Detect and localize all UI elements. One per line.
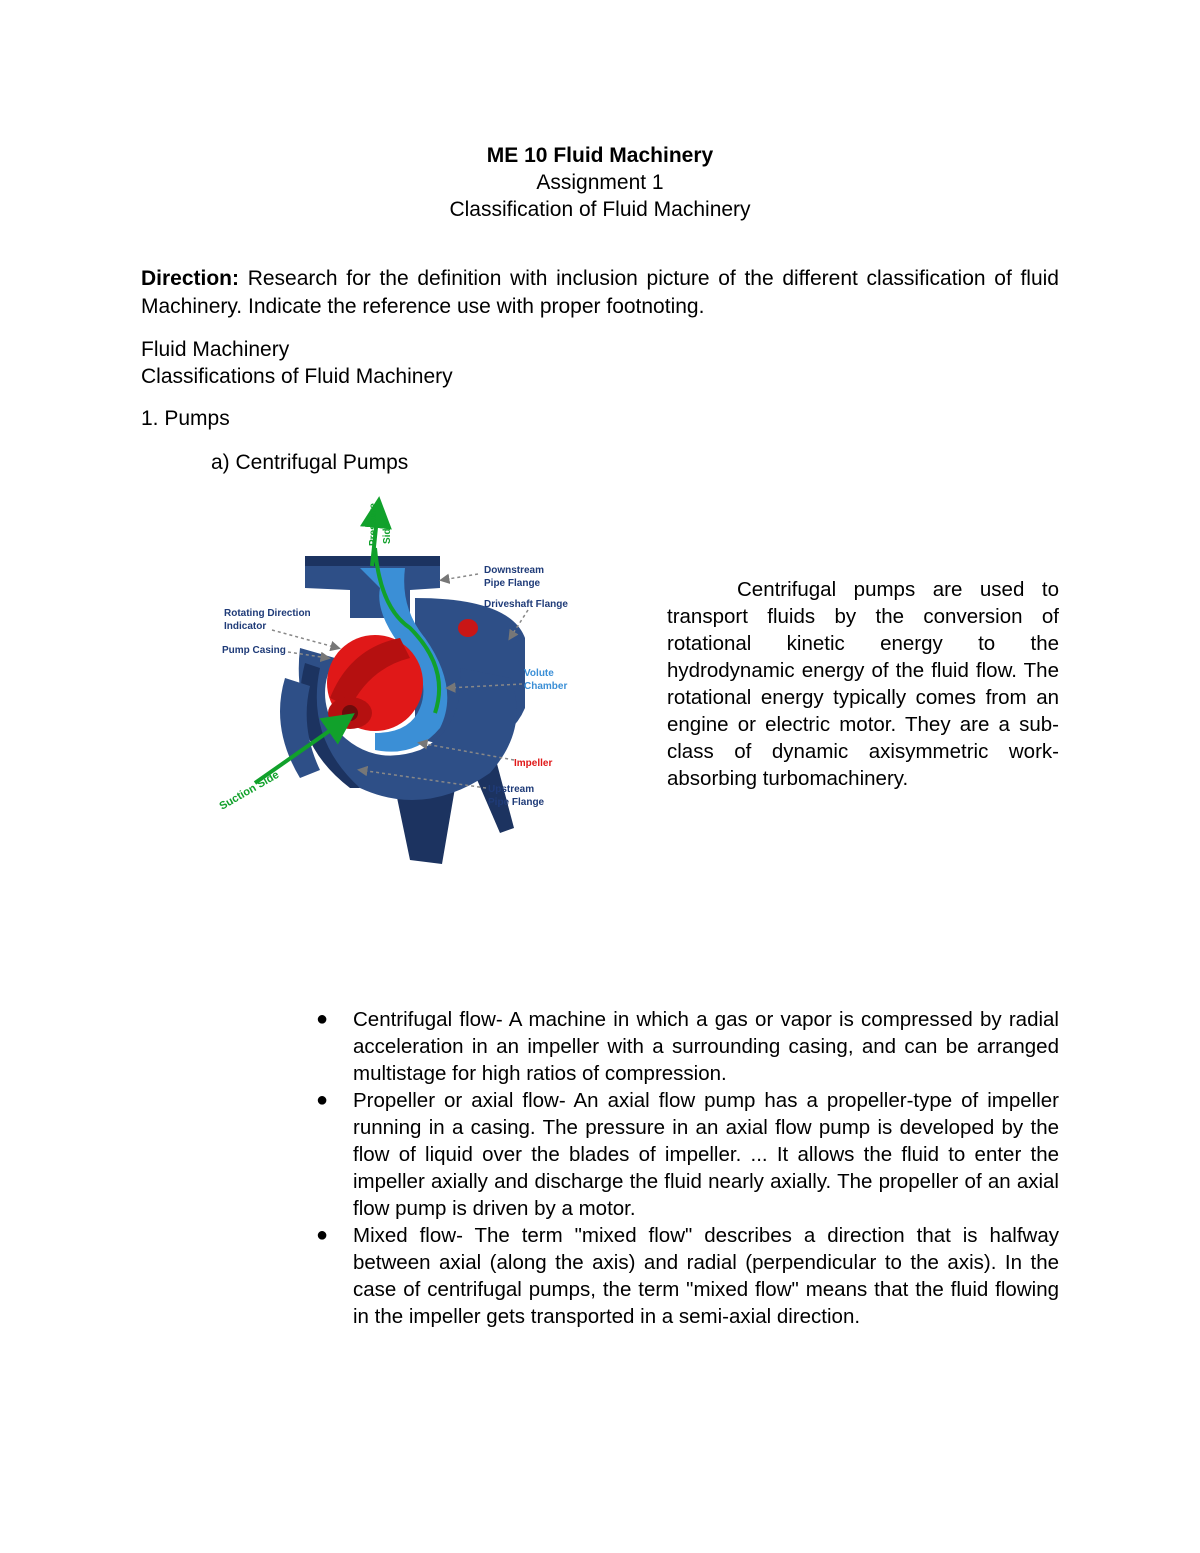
centrifugal-description — [667, 576, 1059, 792]
flow-type-list — [312, 1006, 1059, 1330]
centrifugal-description-text: Centrifugal pumps are used to transport fluids by the conversion of rotational kinetic energy to the hydrodynamic energy of the fluid flow. The rotational energy typically comes from an engine or electric motor. They are a sub-class of dynamic axisymmetric work-absorbing turbomachinery. — [667, 578, 1059, 790]
label-upstream-flange: Pipe Flange — [488, 797, 545, 808]
heading-fluid-machinery: Fluid Machinery — [141, 338, 290, 361]
label-suction-side: Suction Side — [217, 768, 282, 813]
direction-text: Research for the definition with inclusion picture of the different classification of fluid Machinery. Indicate the reference use with proper footnoting. — [141, 267, 1059, 318]
label-rotating-direction: Rotating Direction — [224, 608, 311, 619]
heading-centrifugal-pumps: a) Centrifugal Pumps — [211, 451, 409, 474]
label-impeller: Impeller — [514, 758, 553, 769]
centrifugal-pump-illustration — [210, 488, 590, 872]
label-downstream: Downstream — [484, 565, 545, 576]
direction-paragraph — [141, 265, 1059, 321]
document-title: ME 10 Fluid Machinery — [486, 144, 714, 167]
label-chamber: Chamber — [524, 681, 568, 692]
direction-label: Direction: — [141, 267, 240, 290]
label-pump-casing: Pump Casing — [222, 645, 286, 656]
bullet-icon: ● — [316, 1089, 329, 1111]
label-upstream: Upstream — [488, 784, 535, 795]
list-item: ● Mixed flow- The term "mixed flow" describes a direction that is halfway between axial (along the axis) and radial (perpendicular to the axis). In the case of centrifugal pumps, the term "mixed flow" means that the fluid flowing in the impeller gets transported in a semi-axial direction. — [316, 1224, 1059, 1328]
bullet-icon: ● — [316, 1224, 329, 1246]
label-pressure-side: Side — [382, 522, 393, 544]
label-driveshaft-flange: Driveshaft Flange — [484, 599, 568, 610]
list-item: ● Propeller or axial flow- An axial flow pump has a propeller-type of impeller running in a casing. The pressure in an axial flow pump is developed by the flow of liquid over the blades of impeller. ... It allows the fluid to enter the impeller axially and discharge the fluid nearly axially. The propeller of an axial flow pump is driven by a motor. — [316, 1089, 1059, 1220]
impeller — [327, 635, 423, 731]
label-indicator: Indicator — [224, 621, 267, 632]
bullet-icon: ● — [316, 1008, 329, 1030]
assignment-subtitle: Assignment 1 — [536, 171, 664, 194]
heading-pumps: 1. Pumps — [141, 407, 230, 430]
label-volute: Volute — [524, 668, 554, 679]
label-pressure: Pressure — [368, 503, 379, 546]
label-downstream-flange: Pipe Flange — [484, 578, 541, 589]
list-item: ● Centrifugal flow- A machine in which a gas or vapor is compressed by radial acceleration in an impeller with a surrounding casing, and can be arranged multistage for high ratios of compression. — [316, 1008, 1059, 1085]
heading-classifications: Classifications of Fluid Machinery — [141, 365, 453, 388]
topic-subtitle: Classification of Fluid Machinery — [449, 198, 751, 221]
